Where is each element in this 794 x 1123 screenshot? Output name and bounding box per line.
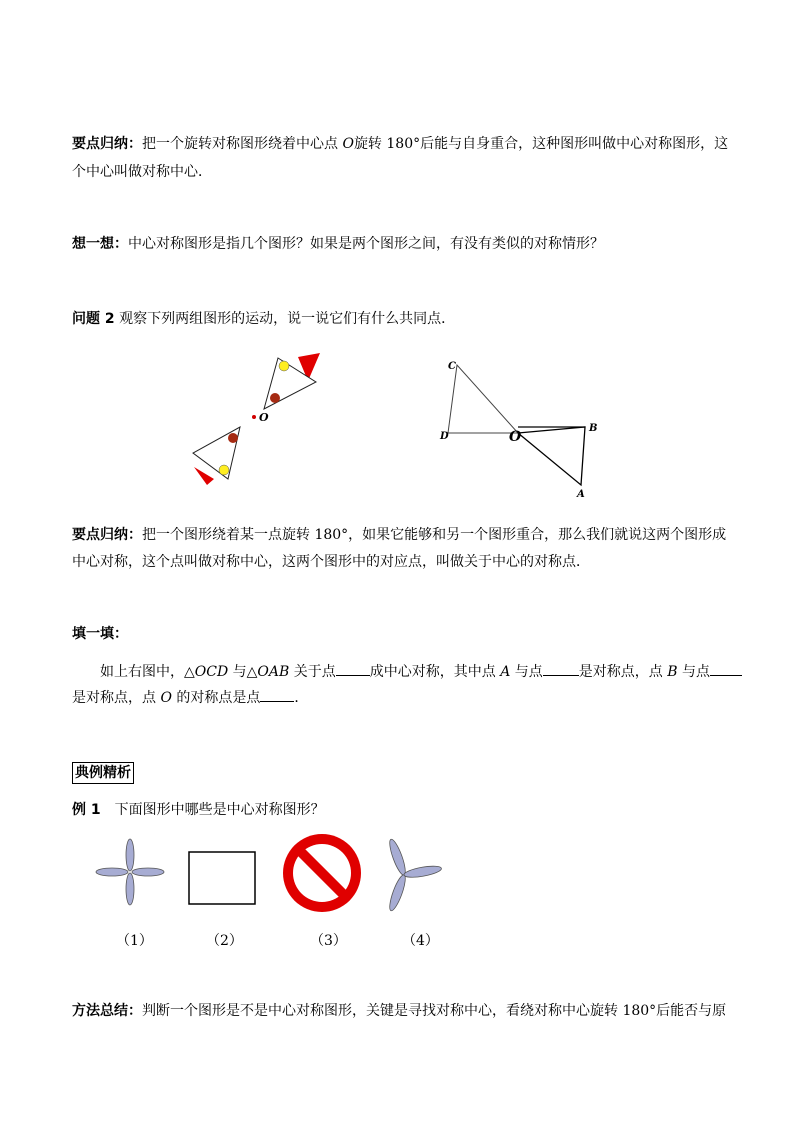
q-text: 与点 [677,664,710,680]
label-b: B [589,423,598,434]
example-text: 下面图形中哪些是中心对称图形？ [100,802,325,818]
method-text: 判断一个图形是不是中心对称图形，关键是寻找对称中心，看绕对称中心旋转 180°后能否与原 [142,1003,727,1019]
answer-blank-4[interactable] [260,687,294,702]
answer-blank-1[interactable] [336,661,370,676]
triangle-ocd [448,365,518,433]
problem-text: 观察下列两组图形的运动，说一说它们有什么共同点． [114,311,456,327]
q-text: 是对称点，点 [72,690,161,706]
brown-dot-upper [270,393,280,403]
fill-in-question [100,660,724,684]
q-text: 与△ [228,664,258,680]
figure-3-prohibition-sign [281,832,363,914]
key-point-text-cont: 旋转 180°后能与自身重合，这种图形叫做中心对称图形，这 [353,136,729,152]
think-prompt [72,232,724,256]
key-point-2-text: 把一个图形绕着某一点旋转 180°，如果它能够和另一个图形重合，那么我们就说这两个图形成 [142,527,727,543]
problem-2 [72,307,724,331]
key-point-text: 把一个旋转对称图形绕着中心点 [142,136,343,152]
red-flag-lower [194,467,214,485]
q-text: 如上右图中，△ [100,664,195,680]
caption-3: （3） [310,933,347,949]
label-c: C [448,361,456,372]
q-text: 是对称点，点 [578,664,668,680]
q-text: 成中心对称，其中点 [369,664,501,680]
problem-label: 问题 2 [72,311,115,327]
figure-1-four-petals [94,838,166,906]
q-o: O [160,690,172,706]
yellow-dot-upper [279,361,289,371]
point-o: O [342,136,354,152]
fill-in-label: 填一填： [72,626,128,642]
key-point-1 [72,132,729,156]
key-point-2-label: 要点归纳： [72,527,142,543]
q-oab: OAB [257,664,290,680]
q-text: 与点 [510,664,543,680]
key-point-1-line2: 个中心叫做对称中心． [72,164,212,180]
q-text: ． [294,690,309,706]
q-ocd: OCD [194,664,229,680]
yellow-dot-lower [219,465,229,475]
q-text: 的对称点是点 [171,690,261,706]
figure-2-rectangle [188,851,258,906]
caption-1: （1） [116,933,153,949]
triangle-oab [518,427,585,485]
fill-in-heading [72,622,724,646]
think-text: 中心对称图形是指几个图形？如果是两个图形之间，有没有类似的对称情形？ [128,236,604,252]
figure-4-three-petals [382,835,458,915]
rotation-figure-left [180,345,340,495]
example-label: 例 1 [72,802,101,818]
label-a: A [577,489,585,500]
label-d: D [440,431,449,442]
fill-in-question-line2 [72,686,724,710]
method-summary [72,999,727,1023]
caption-4: （4） [402,933,439,949]
answer-blank-3[interactable] [710,661,742,676]
key-point-label: 要点归纳： [72,136,142,152]
q-b: B [667,664,678,680]
center-point [252,415,256,419]
label-o: O [509,429,522,445]
key-point-2-line2: 中心对称，这个点叫做对称中心，这两个图形中的对应点，叫做关于中心的对称点． [72,554,590,570]
section-title: 典例精析 [72,762,134,784]
method-label: 方法总结： [72,1003,142,1019]
think-label: 想一想： [72,236,128,252]
brown-dot-lower [228,433,238,443]
triangle-figure-right [430,355,610,505]
answer-blank-2[interactable] [543,661,579,676]
key-point-2 [72,523,727,547]
caption-2: （2） [206,933,243,949]
center-label: O [259,411,269,424]
q-text: 关于点 [289,664,336,680]
example-1 [72,798,724,822]
q-a: A [500,664,511,680]
